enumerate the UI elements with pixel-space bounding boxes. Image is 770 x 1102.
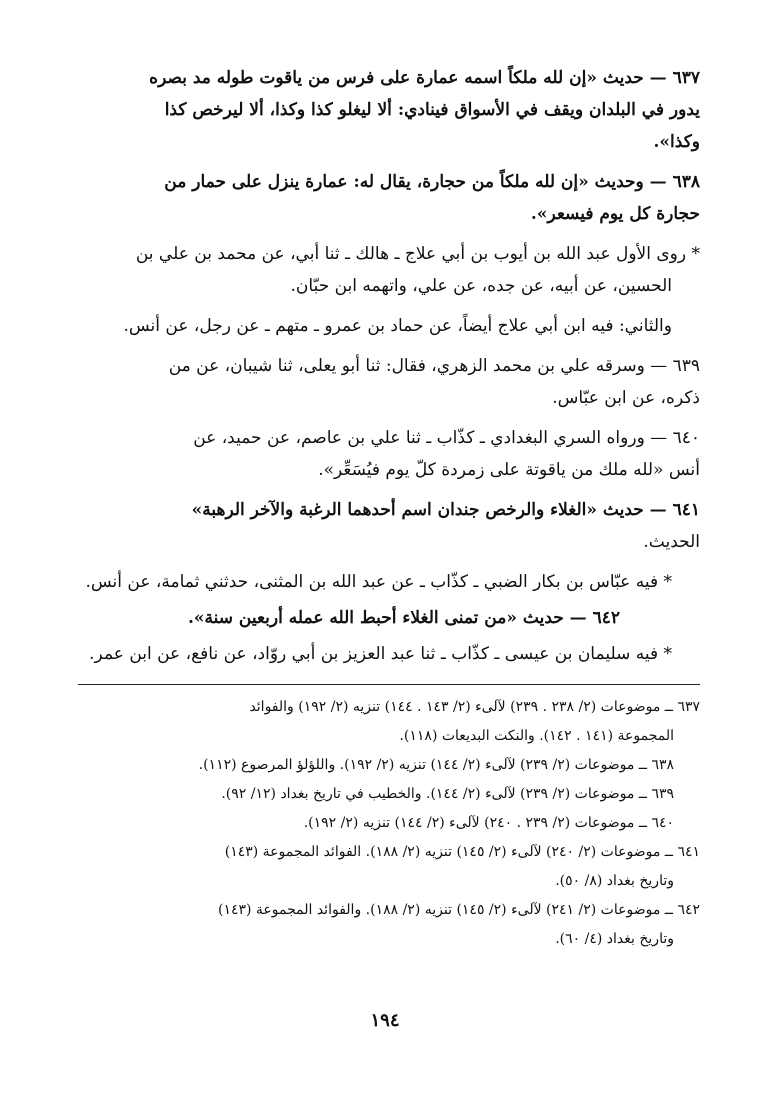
footnote-line: ٦٤٢ ــ موضوعات (٢/ ٢٤١) لآلىء (٢/ ١٤٥) تنزيه (٢/ ١٨٨). والفوائد المجموعة (١٤٣) [217, 902, 700, 918]
footnote-line: وتاريخ بغداد (٤/ ٦٠). [555, 931, 674, 947]
entry-line: ٦٤٢ — حديث «من تمنى الغلاء أحبط الله عمله أربعين سنة». [187, 608, 620, 628]
entry-line: يدور في البلدان ويقف في الأسواق فينادي: ألا ليغلو كذا وكذا، ألا ليرخص كذا [164, 100, 700, 120]
entry-line: ٦٤١ — حديث «الغلاء والرخص جندان اسم أحدهما الرغبة والآخر الرهبة» [191, 500, 700, 520]
entry-line: ٦٣٧ — حديث «إن لله ملكاً اسمه عمارة على فرس من ياقوت طوله مد بصره [149, 68, 700, 88]
footnote-642 [78, 896, 700, 954]
footnote-637 [78, 693, 700, 751]
footnote-638 [78, 751, 700, 780]
note-line: الحسين، عن أبيه، عن جده، عن علي، واتهمه ابن حبّان. [290, 276, 672, 296]
entry-642 [78, 602, 700, 634]
footnote-line: المجموعة (١٤١ . ١٤٢). والنكت البديعات (١١٨). [399, 728, 674, 744]
entry-line: وكذا». [653, 132, 700, 152]
footnote-640 [78, 809, 700, 838]
note-line: * فيه سليمان بن عيسى ـ كذّاب ـ ثنا عبد العزيز بن أبي روّاد، عن نافع، عن ابن عمر. [89, 644, 672, 664]
entry-line: ٦٣٨ — وحديث «إن لله ملكاً من حجارة، يقال له: عمارة ينزل على حمار من [164, 172, 700, 192]
footnote-divider [78, 684, 700, 685]
note-line: والثاني: فيه ابن أبي علاج أيضاً، عن حماد بن عمرو ـ متهم ـ عن رجل، عن أنس. [123, 316, 672, 336]
note-line: * روى الأول عبد الله بن أيوب بن أبي علاج ـ هالك ـ ثنا أبي، عن محمد بن علي بن [135, 244, 700, 264]
note-638-second [78, 310, 700, 342]
entry-line: ٦٤٠ — ورواه السري البغدادي ـ كذّاب ـ ثنا علي بن عاصم، عن حميد، عن [193, 428, 700, 448]
note-641 [78, 566, 700, 598]
footnote-639 [78, 780, 700, 809]
entry-line: حجارة كل يوم فيسعر». [530, 204, 700, 224]
entry-line: ٦٣٩ — وسرقه علي بن محمد الزهري، فقال: ثنا أبو يعلى، ثنا شيبان، عن من [168, 356, 700, 376]
footnote-line: ٦٤١ ــ موضوعات (٢/ ٢٤٠) لآلىء (٢/ ١٤٥) تنزيه (٢/ ١٨٨). الفوائد المجموعة (١٤٣) [224, 844, 700, 860]
footnote-line: ٦٤٠ ــ موضوعات (٢/ ٢٣٩ . ٢٤٠) لآلىء (٢/ ١٤٤) تنزيه (٢/ ١٩٢). [303, 815, 674, 831]
entry-640 [78, 422, 700, 486]
entry-638 [78, 166, 700, 230]
footnote-line: ٦٣٧ ــ موضوعات (٢/ ٢٣٨ . ٢٣٩) لآلىء (٢/ ١٤٣ . ١٤٤) تنزيه (٢/ ١٩٢) والفوائد [249, 699, 700, 715]
entry-line: الحديث. [643, 532, 700, 552]
page-number: ١٩٤ [370, 1010, 400, 1031]
note-638-first [78, 238, 700, 302]
entry-641 [78, 494, 700, 558]
page-body [78, 62, 700, 954]
note-642 [78, 638, 700, 670]
footnote-line: ٦٣٨ ــ موضوعات (٢/ ٢٣٩) لآلىء (٢/ ١٤٤) تنزيه (٢/ ١٩٢). واللؤلؤ المرصوع (١١٢). [198, 757, 674, 773]
footnote-641 [78, 838, 700, 896]
entry-line: ذكره، عن ابن عبّاس. [552, 388, 700, 408]
footnote-line: ٦٣٩ ــ موضوعات (٢/ ٢٣٩) لآلىء (٢/ ١٤٤). والخطيب في تاريخ بغداد (١٢/ ٩٢). [221, 786, 674, 802]
entry-639 [78, 350, 700, 414]
footnote-line: وتاريخ بغداد (٨/ ٥٠). [555, 873, 674, 889]
entry-line: أنس «لله ملك من ياقوتة على زمردة كلّ يوم فيُسَعِّر». [318, 460, 700, 480]
note-line: * فيه عبّاس بن بكار الضبي ـ كذّاب ـ عن عبد الله بن المثنى، حدثني ثمامة، عن أنس. [85, 572, 672, 592]
entry-637 [78, 62, 700, 158]
